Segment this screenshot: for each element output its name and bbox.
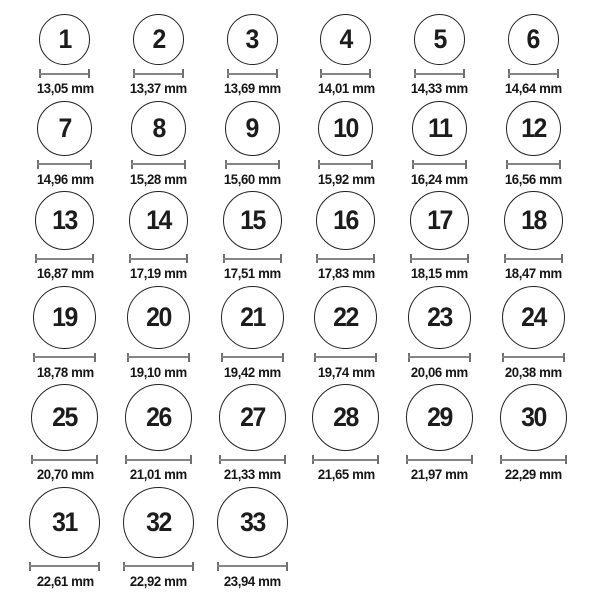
ring-size-number: 18 (520, 205, 546, 235)
diameter-ruler-icon (131, 160, 186, 169)
ruler-right-tick (182, 69, 184, 78)
ruler-line (35, 258, 94, 260)
ring-size-row (18, 101, 580, 189)
ring-size-number: 11 (427, 112, 452, 143)
diameter-label: 21,33 mm (223, 466, 281, 482)
diameter-label: 23,94 mm (223, 572, 281, 589)
diameter-label: 14,64 mm (504, 80, 562, 96)
ruler-line (131, 163, 186, 165)
ring-size-cell (299, 384, 393, 484)
ruler-line (502, 356, 565, 358)
ruler-line (406, 459, 473, 461)
ruler-right-tick (276, 69, 278, 78)
ruler-right-tick (190, 455, 192, 464)
ring-size-number: 27 (239, 402, 265, 432)
diameter-label: 14,33 mm (410, 80, 468, 96)
ruler-line (504, 258, 563, 260)
diameter-ruler-icon (127, 353, 190, 362)
ring-size-number: 4 (339, 24, 353, 54)
diameter-label: 20,06 mm (410, 363, 468, 380)
ring-size-number: 31 (52, 506, 78, 537)
diameter-label: 21,01 mm (129, 466, 187, 482)
ruler-right-tick (98, 562, 100, 571)
diameter-ruler-icon (502, 353, 565, 362)
ring-size-cell (393, 191, 487, 283)
ring-size-number: 32 (146, 506, 171, 537)
ring-size-row (18, 191, 580, 283)
ring-size-number: 13 (52, 205, 78, 235)
ring-size-cell (486, 101, 580, 189)
diameter-ruler-icon (318, 160, 373, 169)
ring-circle (406, 384, 473, 451)
diameter-ruler-icon (227, 69, 278, 78)
ring-size-row (18, 286, 580, 382)
diameter-label: 16,87 mm (36, 265, 94, 281)
ring-size-cell (18, 487, 112, 591)
diameter-label: 21,65 mm (317, 466, 375, 482)
ring-size-cell (393, 384, 487, 484)
ruler-line (227, 73, 278, 75)
diameter-label: 19,10 mm (129, 363, 187, 380)
ring-circle (414, 14, 465, 65)
ring-size-cell (205, 101, 299, 189)
ring-size-number: 7 (58, 112, 72, 143)
ring-size-number: 23 (427, 301, 452, 332)
ruler-right-tick (557, 69, 559, 78)
ruler-right-tick (188, 353, 190, 362)
ring-circle (314, 286, 377, 349)
diameter-ruler-icon (312, 455, 379, 464)
ring-size-number: 8 (152, 112, 165, 143)
diameter-label: 18,47 mm (504, 265, 562, 281)
ruler-right-tick (192, 562, 194, 571)
diameter-ruler-icon (33, 353, 96, 362)
ruler-line (219, 459, 286, 461)
ruler-right-tick (280, 254, 282, 263)
ruler-line (500, 459, 567, 461)
ruler-right-tick (563, 353, 565, 362)
ruler-right-tick (469, 353, 471, 362)
diameter-ruler-icon (129, 254, 188, 263)
diameter-label: 15,92 mm (317, 170, 375, 187)
ring-size-number: 19 (52, 301, 78, 332)
diameter-label: 15,28 mm (129, 170, 187, 187)
ring-circle (316, 191, 375, 250)
ring-size-number: 10 (333, 112, 359, 143)
ruler-line (29, 565, 100, 567)
diameter-ruler-icon (125, 455, 192, 464)
diameter-label: 17,51 mm (223, 265, 281, 281)
diameter-label: 20,70 mm (36, 466, 94, 482)
ring-size-row (18, 14, 580, 98)
ruler-line (412, 163, 467, 165)
diameter-label: 21,97 mm (410, 466, 468, 482)
ring-circle (227, 14, 278, 65)
ring-size-cell (112, 286, 206, 382)
ring-circle (133, 14, 184, 65)
ring-size-number: 3 (245, 24, 259, 54)
ruler-right-tick (94, 353, 96, 362)
ring-size-cell (205, 286, 299, 382)
ruler-line (39, 73, 90, 75)
ruler-right-tick (184, 160, 186, 169)
ruler-line (37, 163, 92, 165)
ring-size-number: 30 (520, 402, 546, 432)
ring-size-number: 20 (146, 301, 171, 332)
ring-circle (37, 101, 92, 156)
ring-size-cell (112, 384, 206, 484)
ruler-line (125, 459, 192, 461)
ruler-line (318, 163, 373, 165)
ring-size-cell (112, 14, 206, 98)
ring-size-cell (18, 101, 112, 189)
diameter-ruler-icon (221, 353, 284, 362)
ring-circle (39, 14, 90, 65)
ring-circle (508, 14, 559, 65)
ring-size-cell (18, 14, 112, 98)
ruler-right-tick (96, 455, 98, 464)
ring-size-cell (205, 487, 299, 591)
ruler-line (414, 73, 465, 75)
ring-size-cell (112, 487, 206, 591)
diameter-label: 22,92 mm (129, 572, 187, 589)
diameter-ruler-icon (414, 69, 465, 78)
ring-size-cell (18, 191, 112, 283)
diameter-ruler-icon (316, 254, 375, 263)
ruler-right-tick (373, 254, 375, 263)
diameter-label: 14,96 mm (36, 170, 94, 187)
ring-size-number: 9 (245, 112, 259, 143)
diameter-ruler-icon (412, 160, 467, 169)
ring-size-cell (486, 384, 580, 484)
ring-circle (318, 101, 373, 156)
ring-circle (127, 286, 190, 349)
ring-size-cell (18, 286, 112, 382)
ring-circle (217, 487, 288, 558)
ruler-line (320, 73, 371, 75)
ruler-right-tick (286, 562, 288, 571)
ring-circle (219, 384, 286, 451)
diameter-label: 15,60 mm (223, 170, 281, 187)
diameter-label: 19,42 mm (223, 363, 281, 380)
ring-size-number: 21 (239, 301, 265, 332)
ruler-line (316, 258, 375, 260)
diameter-ruler-icon (219, 455, 286, 464)
ring-size-cell (393, 14, 487, 98)
ruler-line (33, 356, 96, 358)
ring-size-cell (299, 101, 393, 189)
ring-size-cell (299, 286, 393, 382)
ruler-right-tick (467, 254, 469, 263)
diameter-ruler-icon (133, 69, 184, 78)
ruler-right-tick (186, 254, 188, 263)
ruler-right-tick (369, 69, 371, 78)
ring-size-number: 16 (333, 205, 359, 235)
ring-size-cell (18, 384, 112, 484)
diameter-label: 22,29 mm (504, 466, 562, 482)
diameter-label: 13,69 mm (223, 80, 281, 96)
ruler-line (127, 356, 190, 358)
ring-size-number: 15 (239, 205, 265, 235)
ring-circle (312, 384, 379, 451)
ring-circle (33, 286, 96, 349)
ruler-line (31, 459, 98, 461)
diameter-ruler-icon (504, 254, 563, 263)
ruler-right-tick (371, 160, 373, 169)
ruler-line (408, 356, 471, 358)
diameter-ruler-icon (225, 160, 280, 169)
ruler-line (506, 163, 561, 165)
ring-size-cell (205, 384, 299, 484)
ruler-line (129, 258, 188, 260)
ruler-right-tick (465, 160, 467, 169)
ring-circle (408, 286, 471, 349)
ruler-line (217, 565, 288, 567)
ruler-right-tick (471, 455, 473, 464)
diameter-ruler-icon (406, 455, 473, 464)
ring-size-number: 26 (146, 402, 171, 432)
ruler-line (133, 73, 184, 75)
ruler-right-tick (377, 455, 379, 464)
diameter-ruler-icon (39, 69, 90, 78)
diameter-label: 17,19 mm (129, 265, 187, 281)
diameter-ruler-icon (408, 353, 471, 362)
ring-circle (412, 101, 467, 156)
diameter-ruler-icon (217, 562, 288, 571)
diameter-ruler-icon (223, 254, 282, 263)
ring-size-row (18, 384, 580, 484)
diameter-ruler-icon (314, 353, 377, 362)
ring-size-cell (205, 14, 299, 98)
diameter-label: 19,74 mm (317, 363, 375, 380)
ruler-right-tick (90, 160, 92, 169)
ruler-line (221, 356, 284, 358)
diameter-label: 17,83 mm (317, 265, 375, 281)
ring-circle (29, 487, 100, 558)
ruler-right-tick (375, 353, 377, 362)
diameter-ruler-icon (29, 562, 100, 571)
ring-size-cell (486, 191, 580, 283)
ruler-line (312, 459, 379, 461)
diameter-label: 13,05 mm (36, 80, 94, 96)
diameter-label: 18,78 mm (36, 363, 94, 380)
ring-size-number: 29 (427, 402, 452, 432)
ring-circle (31, 384, 98, 451)
ring-size-number: 5 (433, 24, 446, 54)
diameter-ruler-icon (320, 69, 371, 78)
ring-circle (410, 191, 469, 250)
ruler-line (410, 258, 469, 260)
ring-circle (223, 191, 282, 250)
ruler-line (314, 356, 377, 358)
ring-size-number: 14 (146, 205, 171, 235)
diameter-ruler-icon (35, 254, 94, 263)
ring-circle (35, 191, 94, 250)
ring-size-number: 12 (520, 112, 546, 143)
ruler-right-tick (88, 69, 90, 78)
diameter-ruler-icon (31, 455, 98, 464)
ring-size-number: 6 (526, 24, 540, 54)
ruler-right-tick (284, 455, 286, 464)
ring-size-cell (393, 286, 487, 382)
ring-size-number: 17 (427, 205, 452, 235)
diameter-ruler-icon (37, 160, 92, 169)
ring-size-cell (486, 286, 580, 382)
ring-size-row (18, 487, 580, 591)
ring-size-cell (393, 101, 487, 189)
ruler-right-tick (282, 353, 284, 362)
ring-circle (320, 14, 371, 65)
ring-circle (221, 286, 284, 349)
diameter-ruler-icon (410, 254, 469, 263)
ring-size-cell (299, 191, 393, 283)
diameter-label: 18,15 mm (410, 265, 468, 281)
ring-size-cell (299, 14, 393, 98)
ruler-line (508, 73, 559, 75)
ruler-right-tick (559, 160, 561, 169)
ruler-line (123, 565, 194, 567)
ring-size-number: 2 (152, 24, 165, 54)
ring-size-number: 24 (520, 301, 546, 332)
diameter-label: 20,38 mm (504, 363, 562, 380)
diameter-ruler-icon (508, 69, 559, 78)
diameter-label: 16,56 mm (504, 170, 562, 187)
ring-size-number: 33 (239, 506, 265, 537)
ruler-line (223, 258, 282, 260)
ring-size-cell (486, 14, 580, 98)
ruler-right-tick (565, 455, 567, 464)
diameter-label: 22,61 mm (36, 572, 94, 589)
diameter-ruler-icon (506, 160, 561, 169)
ring-circle (125, 384, 192, 451)
ring-circle (131, 101, 186, 156)
ring-size-number: 1 (58, 24, 72, 54)
ring-circle (225, 101, 280, 156)
diameter-ruler-icon (500, 455, 567, 464)
ruler-right-tick (561, 254, 563, 263)
ring-circle (506, 101, 561, 156)
ring-size-number: 25 (52, 402, 78, 432)
ruler-right-tick (463, 69, 465, 78)
diameter-ruler-icon (123, 562, 194, 571)
ring-size-cell (112, 101, 206, 189)
ring-circle (500, 384, 567, 451)
ring-size-cell (112, 191, 206, 283)
diameter-label: 13,37 mm (129, 80, 187, 96)
ring-size-number: 28 (333, 402, 359, 432)
ruler-right-tick (92, 254, 94, 263)
ring-circle (129, 191, 188, 250)
ring-size-cell (205, 191, 299, 283)
diameter-label: 14,01 mm (317, 80, 375, 96)
ring-circle (123, 487, 194, 558)
ring-circle (502, 286, 565, 349)
diameter-label: 16,24 mm (410, 170, 468, 187)
ruler-line (225, 163, 280, 165)
ring-size-number: 22 (333, 301, 359, 332)
ring-circle (504, 191, 563, 250)
ruler-right-tick (278, 160, 280, 169)
